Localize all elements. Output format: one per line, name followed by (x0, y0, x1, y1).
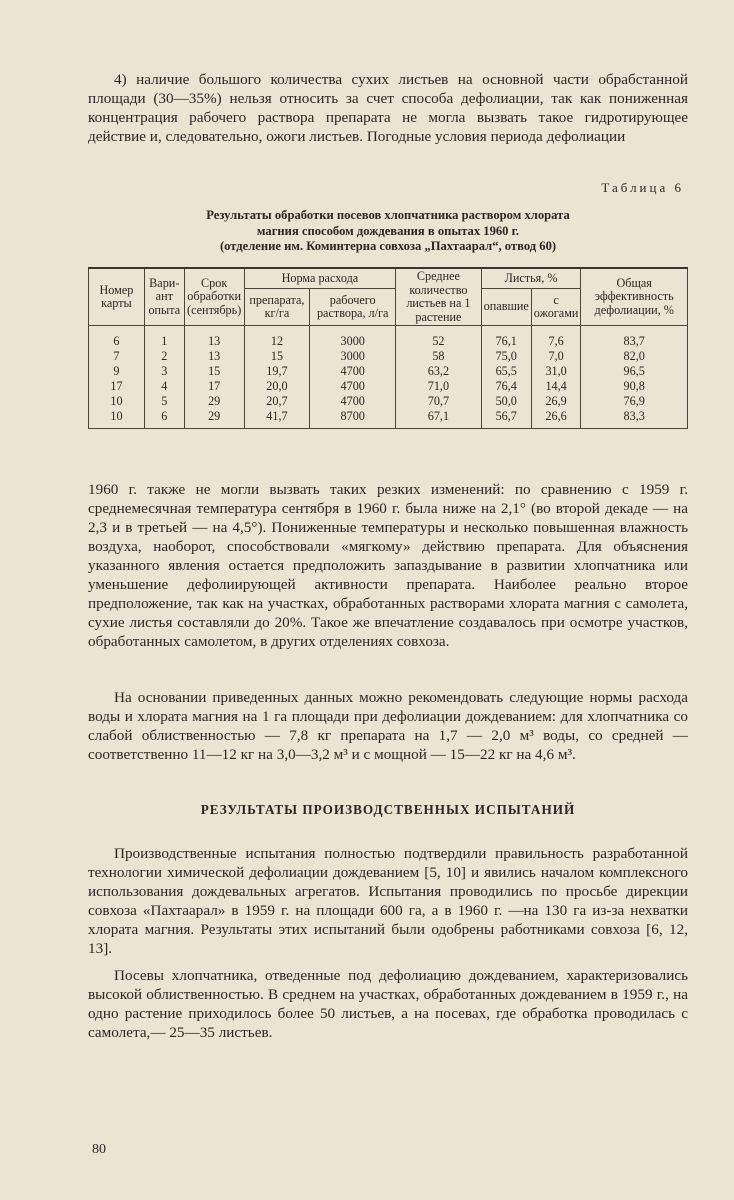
table-cell: 31,0 (531, 364, 581, 379)
table-cell: 3000 (310, 349, 396, 364)
table-cell: 65,5 (481, 364, 531, 379)
section-heading: РЕЗУЛЬТАТЫ ПРОИЗВОДСТВЕННЫХ ИСПЫТАНИЙ (200, 802, 576, 817)
table-cell: 41,7 (244, 409, 310, 429)
results-table (88, 267, 688, 429)
table-cell: 15 (244, 349, 310, 364)
table-body (89, 326, 688, 429)
table-cell: 4 (144, 379, 184, 394)
table-cell: 67,1 (396, 409, 482, 429)
table-caption-line: (отделение им. Коминтерна совхоза „Пахтаарал“, отвод 60) (219, 239, 557, 253)
table-row (89, 394, 688, 409)
header-leaves-percent: Листья, % (481, 268, 581, 289)
table-row (89, 349, 688, 364)
table-cell: 52 (396, 326, 482, 350)
header-norm-solution: рабочего раствора, л/га (310, 289, 396, 326)
table-number-label: Таблица 6 (601, 180, 684, 195)
table-cell: 6 (89, 326, 145, 350)
table-cell: 26,6 (531, 409, 581, 429)
table-cell: 4700 (310, 394, 396, 409)
table-cell: 76,1 (481, 326, 531, 350)
header-leaves-fallen: опавшие (481, 289, 531, 326)
header-efficiency: Общая эффективность дефолиации, % (581, 268, 688, 326)
table-cell: 19,7 (244, 364, 310, 379)
table-cell: 8700 (310, 409, 396, 429)
table-cell: 26,9 (531, 394, 581, 409)
paragraph-production-tests: Производственные испытания полностью подтвердили правильность разработанной технологии химической дефолиации дождеванием [5, 10] и явились началом комплексного использования дождевальных агрегатов. Испытания проводились по просьбе дирекции совхоза «Пахтаарал» в 1959 г. на площади 600 га, а в 1960 г. —на 130 га из-за нехватки хлората магния. Результаты этих испытаний были одобрены работниками совхоза [6, 12, 13]. (88, 845, 688, 957)
table-cell: 58 (396, 349, 482, 364)
table-cell: 90,8 (581, 379, 688, 394)
page-number: 80 (92, 1142, 106, 1157)
table-cell: 17 (184, 379, 244, 394)
table-cell: 20,0 (244, 379, 310, 394)
table-cell: 2 (144, 349, 184, 364)
table-cell: 7 (89, 349, 145, 364)
table-row (89, 379, 688, 394)
table-row (89, 409, 688, 429)
table-cell: 10 (89, 409, 145, 429)
table-cell: 1 (144, 326, 184, 350)
header-avg-leaves: Среднее количество листьев на 1 растение (396, 268, 482, 326)
table-cell: 4700 (310, 379, 396, 394)
table-cell: 6 (144, 409, 184, 429)
table-cell: 50,0 (481, 394, 531, 409)
header-norm-preparation: препарата, кг/га (244, 289, 310, 326)
header-date: Срок обработки (сентябрь) (184, 268, 244, 326)
table-cell: 3 (144, 364, 184, 379)
table-cell: 20,7 (244, 394, 310, 409)
header-norm: Норма расхода (244, 268, 396, 289)
header-variant: Вари-ант опыта (144, 268, 184, 326)
table-cell: 14,4 (531, 379, 581, 394)
table-cell: 83,3 (581, 409, 688, 429)
table-cell: 75,0 (481, 349, 531, 364)
table-cell: 15 (184, 364, 244, 379)
table-cell: 29 (184, 394, 244, 409)
table-cell: 12 (244, 326, 310, 350)
table-cell: 17 (89, 379, 145, 394)
table-cell: 56,7 (481, 409, 531, 429)
table-cell: 63,2 (396, 364, 482, 379)
table-caption-line: магния способом дождевания в опытах 1960 г. (256, 223, 520, 238)
table-cell: 9 (89, 364, 145, 379)
table-cell: 7,6 (531, 326, 581, 350)
table-cell: 29 (184, 409, 244, 429)
table-cell: 13 (184, 326, 244, 350)
paragraph-weather: 1960 г. также не могли вызвать таких резких изменений: по сравнению с 1959 г. среднемесячная температура сентября в 1960 г. была ниже на 2,1° (во второй декаде — на 2,3 и в третьей — на 4,5°). Пониженные температуры и несколько повышенная влажность воздуха, наоборот, способствовали «мягкому» действию препарата. Для объяснения указанного явления остается предположить запаздывание в развитии хлопчатника или уменьшение дефолиирующей активности препарата. Наиболее реально второе предположение, так как на участках, обработанных растворами хлората магния с самолета, сухие листья составляли до 20%. Такое же впечатление создавалось при осмотре участков, обработанных самолетом, в других отделениях совхоза. (88, 481, 688, 650)
table-row (89, 364, 688, 379)
table-cell: 3000 (310, 326, 396, 350)
header-leaves-burned: с ожогами (531, 289, 581, 326)
table-cell: 10 (89, 394, 145, 409)
table-cell: 70,7 (396, 394, 482, 409)
paragraph-foliage: Посевы хлопчатника, отведенные под дефолиацию дождеванием, характеризовались высокой облиственностью. В среднем на участках, обработанных дождеванием в 1959 г., на одно растение приходилось более 50 листьев, а на посевах, где обработка проводилась с самолета,— 25—35 листьев. (88, 967, 688, 1041)
table-cell: 7,0 (531, 349, 581, 364)
table-cell: 82,0 (581, 349, 688, 364)
table-cell: 76,9 (581, 394, 688, 409)
table-cell: 5 (144, 394, 184, 409)
table-cell: 71,0 (396, 379, 482, 394)
table-caption (88, 208, 688, 255)
table-cell: 13 (184, 349, 244, 364)
table-cell: 4700 (310, 364, 396, 379)
header-card: Номер карты (89, 268, 145, 326)
table-cell: 96,5 (581, 364, 688, 379)
table-caption-line: Результаты обработки посевов хлопчатника раствором хлората (206, 208, 570, 222)
table-row (89, 326, 688, 350)
paragraph-recommendation: На основании приведенных данных можно рекомендовать следующие нормы расхода воды и хлората магния на 1 га площади при дефолиации дождеванием: для хлопчатника со слабой облиственностью — 7,8 кг препарата на 1,7 — 2,0 м³ воды, со средней — соответственно 11—12 кг на 3,0—3,2 м³ и с мощной — 15—22 кг на 4,6 м³. (88, 689, 688, 763)
table-cell: 76,4 (481, 379, 531, 394)
paragraph-conditions: 4) наличие большого количества сухих листьев на основной части обрабстанной площади (30—35%) нельзя относить за счет способа дефолиации, так как пониженная концентрация рабочего раствора препарата не могла вызвать такое гидротирующее действие и, следовательно, ожоги листьев. Погодные условия периода дефолиации (88, 71, 688, 145)
table-cell: 83,7 (581, 326, 688, 350)
